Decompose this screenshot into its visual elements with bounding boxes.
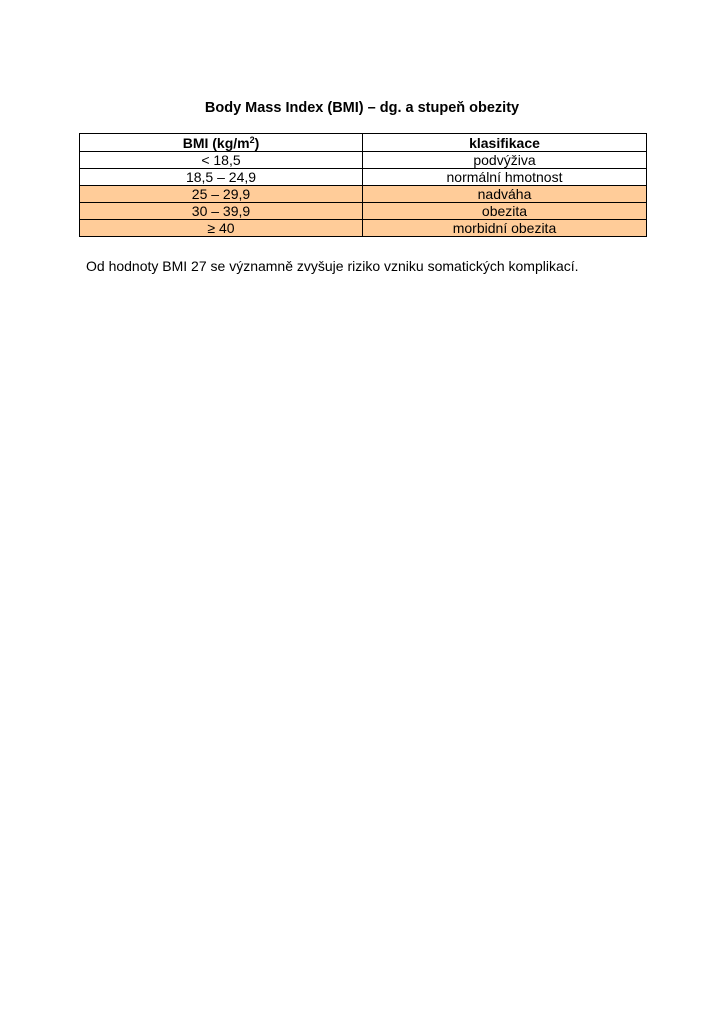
table-row xyxy=(80,169,647,186)
cell-classification: morbidní obezita xyxy=(363,220,647,237)
risk-note: Od hodnoty BMI 27 se významně zvyšuje riziko vzniku somatických komplikací. xyxy=(86,258,579,274)
header-classification: klasifikace xyxy=(363,134,647,152)
cell-classification: obezita xyxy=(363,203,647,220)
bmi-classification-table xyxy=(79,133,647,237)
cell-bmi: ≥ 40 xyxy=(80,220,363,237)
table-row xyxy=(80,203,647,220)
table-row xyxy=(80,152,647,169)
table-row xyxy=(80,220,647,237)
document-title: Body Mass Index (BMI) – dg. a stupeň obezity xyxy=(204,100,520,116)
cell-bmi: < 18,5 xyxy=(80,152,363,169)
header-bmi: BMI $(kg/m^2)$ xyxy=(80,134,363,152)
table-row xyxy=(80,186,647,203)
table-header-row xyxy=(80,134,647,152)
cell-classification: nadváha xyxy=(363,186,647,203)
cell-bmi: 25 – 29,9 xyxy=(80,186,363,203)
cell-bmi: 30 – 39,9 xyxy=(80,203,363,220)
cell-bmi: 18,5 – 24,9 xyxy=(80,169,363,186)
cell-classification: normální hmotnost xyxy=(363,169,647,186)
cell-classification: podvýživa xyxy=(363,152,647,169)
